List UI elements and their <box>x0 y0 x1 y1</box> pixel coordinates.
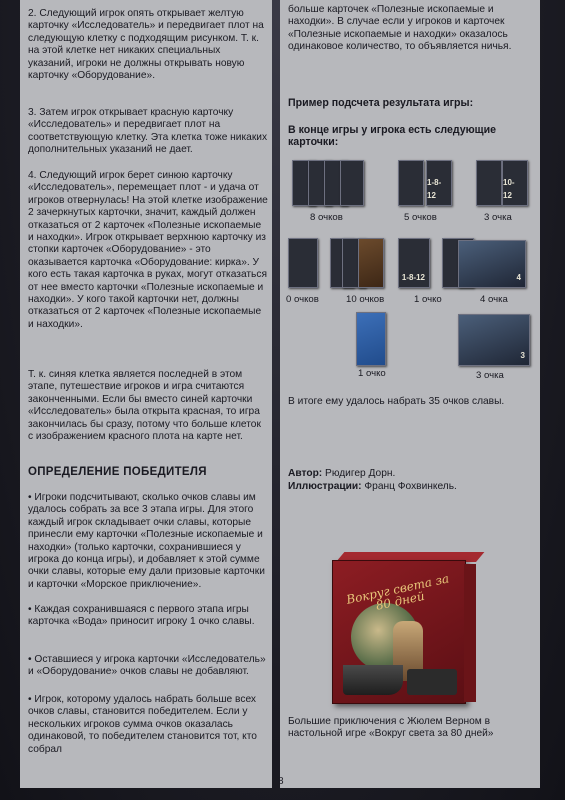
locomotive-illustration <box>407 669 457 695</box>
mineral-card <box>340 160 364 206</box>
score-label: 3 очка <box>484 212 512 223</box>
score-label: 3 очка <box>476 370 504 381</box>
rule-winner: • Игрок, которому удалось набрать больше всех очков славы, становится победителем. Если у нескольких игроков сумма очков оказалась одинаковой, то победителем становится тот, кто собрал <box>28 694 257 755</box>
example-subtitle: В конце игры у игрока есть следующие карточки: <box>288 124 496 149</box>
example-cards <box>280 152 540 392</box>
explorer-card <box>288 238 318 288</box>
rule-step-2: 2. Следующий игрок опять открывает желтую карточку «Исследователь» и передвигает плот на следующую клетку с подходящим рисунком. Т. к. на этой клетке нет никаких специальных указаний, игроки не должны открывать новую карточку «Оборудование». <box>28 8 264 82</box>
score-label: 0 очков <box>286 294 319 305</box>
game-box-image <box>332 548 480 708</box>
box-title: Вокруг света за 80 дней <box>345 571 451 614</box>
author-label: Автор: <box>288 468 323 479</box>
score-label: 8 очков <box>310 212 343 223</box>
end-of-game-paragraph: Т. к. синяя клетка является последней в этом этапе, путешествие игроков и игра считаются законченными. Если бы вместо синей карточки «Исследователь» была открыта красная, то игра закончилась бы сразу, потому что больше клеток с изображением красного плота на карте нет. <box>28 369 261 443</box>
score-label: 1 очко <box>358 368 386 379</box>
example-title: Пример подсчета результата игры: <box>288 97 474 109</box>
winner-rule-continued: больше карточек «Полезные ископаемые и находки». В случае если у игроков и карточек «Полезные ископаемые и находки» оказалось одинаковое количество, то объявляется ничья. <box>288 4 512 53</box>
page-number: 8 <box>278 776 284 787</box>
score-label: 4 очка <box>480 294 508 305</box>
rule-step-4: 4. Следующий игрок берет синюю карточку «Исследователь», перемещает плот - и удача от игроков отвернулась! На этой клетке изображение 2 зачеркнутых карточки, значит, каждый должен отказаться от 2 карточек «Полезные ископаемые и находки». Игрок открывает верхнюю карточку из стопки карточек «Оборудование» - это оказывается карточка «Оборудование: кирка». У кого есть такая карточка в руках, могут отказаться от нее вместо карточки «Полезные ископаемые и находки». У кого такой карточки нет, должны отказаться от 2 карточек «Полезные ископаемые и находки». <box>28 170 268 330</box>
sea-adventure-card: 3 <box>458 314 530 366</box>
author-line <box>288 468 528 480</box>
score-label: 5 очков <box>404 212 437 223</box>
right-column <box>280 0 540 788</box>
illustrator-name: Франц Фохвинкель. <box>364 481 457 492</box>
ship-illustration <box>343 665 403 695</box>
prize-card: 1-8-12 <box>426 160 452 206</box>
sea-adventure-card: 4 <box>458 240 526 288</box>
water-card <box>356 312 386 366</box>
box-caption: Большие приключения с Жюлем Верном в настольной игре «Вокруг света за 80 дней» <box>288 716 494 740</box>
prize-card <box>476 160 502 206</box>
illustrator-line <box>288 481 528 493</box>
rule-score-sum: • Игроки подсчитывают, сколько очков славы им удалось собрать за все 3 этапа игры. Для этого каждый игрок складывает очки славы, которые принесли ему карточки «Полезные ископаемые и находки» (только карточки, сохранившиеся у игрока до конца игры), и добавляет к этой сумме очки славы, которые ему дали призовые карточки и карточки «Морское приключение». <box>28 492 265 590</box>
prize-card: 1-8-12 <box>398 238 430 288</box>
rule-step-3: 3. Затем игрок открывает красную карточку «Исследователь» и передвигает плот на соответствующую клетку. Эта клетка тоже никаких дополнительных указаний не дает. <box>28 107 268 156</box>
mineral-card <box>358 238 384 288</box>
total-score-text: В итоге ему удалось набрать 35 очков славы. <box>288 396 505 407</box>
prize-card <box>398 160 424 206</box>
section-title-winner: ОПРЕДЕЛЕНИЕ ПОБЕДИТЕЛЯ <box>28 466 207 478</box>
illustrations-label: Иллюстрации: <box>288 481 362 492</box>
author-name: Рюдигер Дорн. <box>325 468 396 479</box>
left-column <box>20 0 272 788</box>
rule-water-cards: • Каждая сохранившаяся с первого этапа игры карточка «Вода» приносит игроку 1 очко славы. <box>28 604 255 628</box>
score-label: 10 очков <box>346 294 385 305</box>
rule-no-score-cards: • Оставшиеся у игрока карточки «Исследователь» и «Оборудование» очков славы не добавляют. <box>28 654 266 678</box>
prize-card: 10-12 <box>502 160 528 206</box>
score-label: 1 очко <box>414 294 442 305</box>
